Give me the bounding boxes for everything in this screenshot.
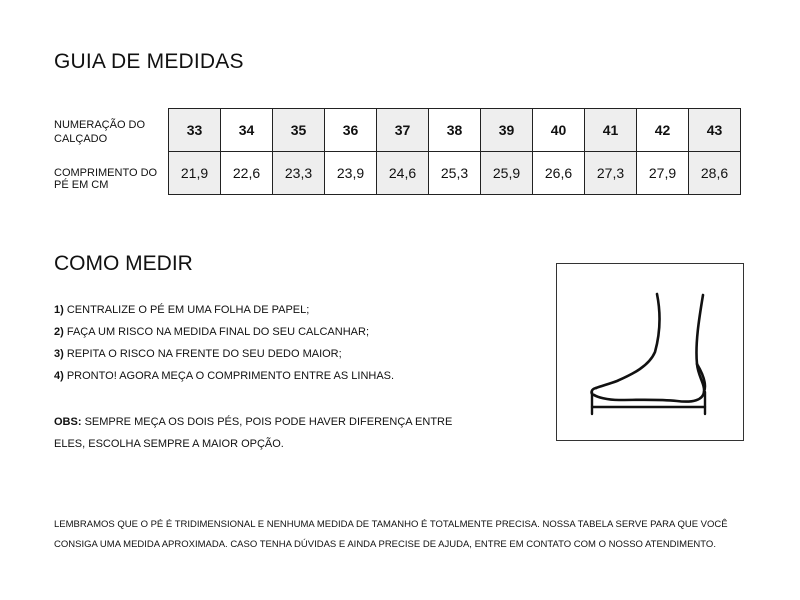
- step-number: 2): [54, 326, 64, 338]
- size-cell: 33: [169, 109, 221, 152]
- length-cell: 21,9: [169, 152, 221, 195]
- size-cell: 36: [325, 109, 377, 152]
- disclaimer-line: LEMBRAMOS QUE O PÉ É TRIDIMENSIONAL E NENHUMA MEDIDA DE TAMANHO É TOTALMENTE PRECISA. NOSSA TABELA SERVE PARA QUE VOCÊ: [54, 519, 728, 530]
- length-cell: 22,6: [221, 152, 273, 195]
- size-cell: 43: [689, 109, 741, 152]
- step-item: [54, 303, 394, 325]
- length-cell: 23,3: [273, 152, 325, 195]
- how-to-title: COMO MEDIR: [54, 252, 193, 275]
- size-cell: 34: [221, 109, 273, 152]
- size-cell: 35: [273, 109, 325, 152]
- step-number: 1): [54, 304, 64, 316]
- length-cell: 24,6: [377, 152, 429, 195]
- length-cell: 26,6: [533, 152, 585, 195]
- lengths-row: [169, 152, 741, 195]
- step-item: [54, 325, 394, 347]
- length-cell: 28,6: [689, 152, 741, 195]
- length-cell: 25,3: [429, 152, 481, 195]
- length-cell: 27,3: [585, 152, 637, 195]
- obs-text: SEMPRE MEÇA OS DOIS PÉS, POIS PODE HAVER DIFERENÇA ENTRE ELES, ESCOLHA SEMPRE A MAIOR OPÇÃO.: [54, 416, 453, 450]
- foot-illustration-frame: [556, 263, 744, 441]
- steps-list: [54, 303, 394, 391]
- size-cell: 38: [429, 109, 481, 152]
- step-number: 3): [54, 348, 64, 360]
- page-title: GUIA DE MEDIDAS: [54, 50, 244, 73]
- size-cell: 39: [481, 109, 533, 152]
- size-cell: 40: [533, 109, 585, 152]
- length-cell: 23,9: [325, 152, 377, 195]
- step-text: FAÇA UM RISCO NA MEDIDA FINAL DO SEU CALCANHAR;: [66, 326, 369, 338]
- length-row-label: COMPRIMENTO DO PÉ EM CM: [54, 167, 158, 191]
- disclaimer-text: [54, 515, 766, 555]
- length-cell: 25,9: [481, 152, 533, 195]
- step-number: 4): [54, 370, 64, 382]
- disclaimer-line: CONSIGA UMA MEDIDA APROXIMADA. CASO TENHA DÚVIDAS E AINDA PRECISE DE AJUDA, ENTRE EM CONTATO COM O NOSSO ATENDIMENTO.: [54, 539, 716, 550]
- size-cell: 41: [585, 109, 637, 152]
- step-text: CENTRALIZE O PÉ EM UMA FOLHA DE PAPEL;: [66, 304, 310, 316]
- obs-label: OBS:: [54, 416, 82, 428]
- size-row-label: NUMERAÇÃO DO CALÇADO: [54, 119, 146, 145]
- step-text: REPITA O RISCO NA FRENTE DO SEU DEDO MAIOR;: [66, 348, 342, 360]
- sizes-row: [169, 109, 741, 152]
- observation-note: [54, 411, 454, 455]
- step-text: PRONTO! AGORA MEÇA O COMPRIMENTO ENTRE AS LINHAS.: [66, 370, 395, 382]
- size-cell: 37: [377, 109, 429, 152]
- step-item: [54, 369, 394, 391]
- foot-measure-icon: [557, 264, 743, 440]
- size-cell: 42: [637, 109, 689, 152]
- size-chart-table: [168, 108, 741, 195]
- length-cell: 27,9: [637, 152, 689, 195]
- step-item: [54, 347, 394, 369]
